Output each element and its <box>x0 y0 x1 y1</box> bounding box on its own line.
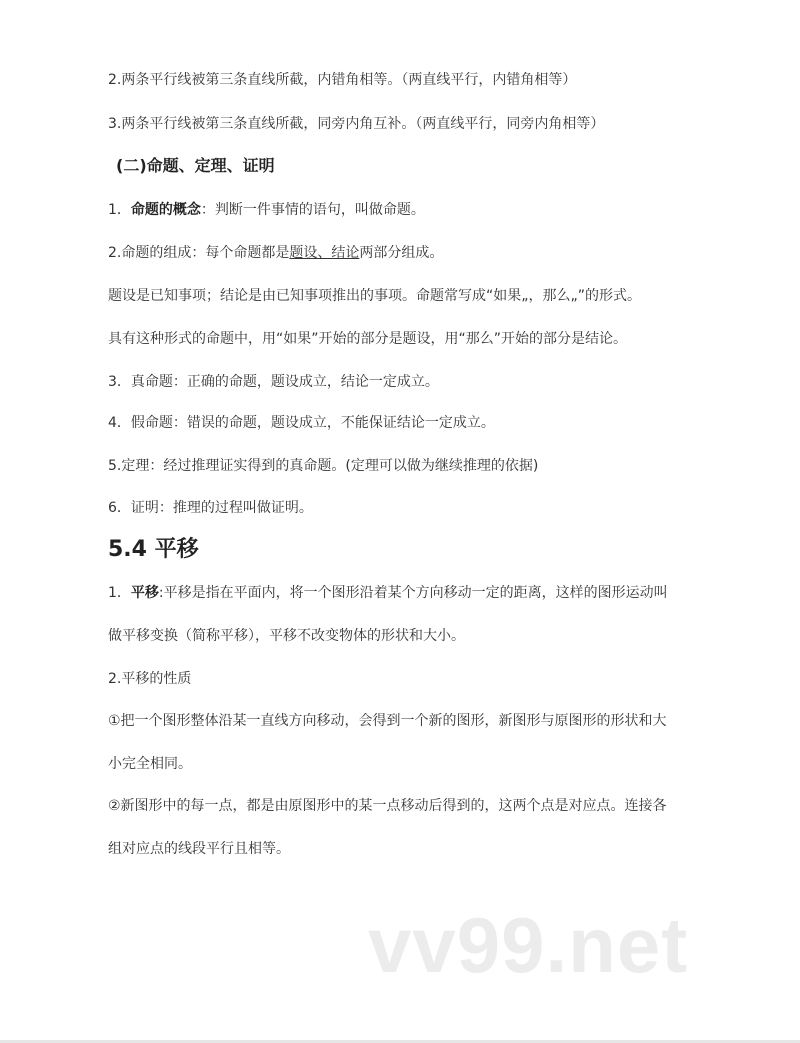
chapter-heading: 5.4 平移 <box>108 537 199 562</box>
text: :平移是指在平面内，将一个图形沿着某个方向移动一定的距离，这样的图形运动叫 <box>158 585 668 601</box>
paragraph: ②新图形中的每一点，都是由原图形中的某一点移动后得到的，这两个点是对应点。连接各 <box>108 798 667 814</box>
item-number: 1． <box>108 585 131 601</box>
paragraph: 4．假命题：错误的命题，题设成立，不能保证结论一定成立。 <box>108 415 495 431</box>
paragraph: 题设是已知事项；结论是由已知事项推出的事项。命题常写成“如果„，那么„”的形式。 <box>108 288 642 304</box>
paragraph: 组对应点的线段平行且相等。 <box>108 841 290 857</box>
text: 2.命题的组成：每个命题都是 <box>108 245 290 261</box>
paragraph: 5.定理：经过推理证实得到的真命题。(定理可以做为继续推理的依据) <box>108 458 539 474</box>
paragraph <box>108 583 668 603</box>
paragraph: 3．真命题：正确的命题，题设成立，结论一定成立。 <box>108 374 439 390</box>
paragraph: 具有这种形式的命题中，用“如果”开始的部分是题设，用“那么”开始的部分是结论。 <box>108 331 628 347</box>
paragraph: 3.两条平行线被第三条直线所截，同旁内角互补。（两直线平行，同旁内角相等） <box>108 116 605 132</box>
underlined-term: 题设、结论 <box>289 245 360 261</box>
paragraph: 小完全相同。 <box>108 756 192 772</box>
paragraph <box>108 200 425 220</box>
bold-term: 命题的概念 <box>130 202 201 218</box>
paragraph: 6．证明：推理的过程叫做证明。 <box>108 500 313 516</box>
paragraph <box>108 243 443 263</box>
text: ：判断一件事情的语句，叫做命题。 <box>200 202 425 218</box>
item-number: 1． <box>108 202 131 218</box>
paragraph: 做平移变换（简称平移），平移不改变物体的形状和大小。 <box>108 628 465 644</box>
watermark: vv99.net <box>368 901 689 989</box>
text: 两部分组成。 <box>359 245 444 261</box>
paragraph: ①把一个图形整体沿某一直线方向移动，会得到一个新的图形，新图形与原图形的形状和大 <box>108 713 667 729</box>
bold-term: 平移 <box>130 585 159 601</box>
section-heading: (二)命题、定理、证明 <box>116 156 275 175</box>
paragraph: 2.平移的性质 <box>108 671 192 687</box>
paragraph: 2.两条平行线被第三条直线所截，内错角相等。（两直线平行，内错角相等） <box>108 72 577 88</box>
